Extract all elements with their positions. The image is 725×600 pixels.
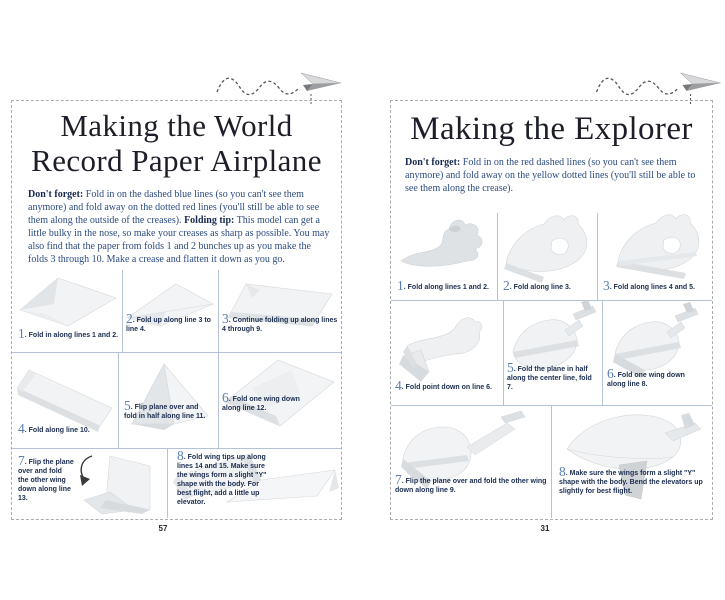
step-cell-1: [391, 211, 497, 300]
page-title: [391, 111, 712, 148]
step-caption: 7. Flip the plane over and fold the other wing down along line 13.: [18, 453, 74, 502]
page-number: 31: [540, 524, 550, 533]
intro-text: Fold in on the dashed blue lines (so you can't see them anymore) and fold away on the dotted red lines (you'll still be able to see them along the outside of the creases).: [28, 189, 320, 226]
step-cell-6: [602, 300, 712, 405]
step-cell-3: [597, 211, 712, 300]
step-label: Fold along line 10.: [28, 427, 90, 434]
step-caption: 8. Make sure the wings form a slight "Y" shape with the body. Bend the elevators up slightly for best flight.: [559, 464, 703, 495]
flight-trail-decor-right: [594, 58, 725, 106]
step-label: Flip the plane over and fold the other wing down along line 9.: [395, 478, 547, 494]
step-label: Fold up along line 3 to line 4.: [126, 317, 211, 333]
step-caption: 4. Fold point down on line 6.: [395, 378, 492, 393]
step-caption: 2. Fold up along line 3 to line 4.: [126, 311, 211, 333]
page-title-line1: Making the World: [60, 108, 293, 143]
step-caption: 3. Continue folding up along lines 4 through 9.: [222, 311, 338, 333]
page-number: 57: [158, 524, 168, 533]
intro-paragraph: [405, 156, 701, 195]
step-cell-8: [551, 405, 712, 518]
step-number: 4: [395, 378, 402, 393]
paper-plane-icon: [301, 73, 341, 91]
step-cell-5: [503, 300, 602, 405]
step-label: Fold along line 3.: [513, 284, 571, 291]
page-title-line1: Making the Explorer: [410, 111, 693, 147]
step-label: Fold the plane in half along the center line, fold 7.: [507, 366, 592, 391]
step-number: 7: [395, 472, 402, 487]
step-caption: 7. Flip the plane over and fold the other wing down along line 9.: [395, 472, 547, 494]
step-number: 5: [124, 398, 131, 413]
step-caption: 8. Fold wing tips up along lines 14 and 15. Make sure the wings form a slight "Y" shape with the body. For best flight, add a little up elevator.: [177, 448, 267, 506]
step-illustration: [602, 211, 710, 287]
paper-plane-trail-icon: [215, 58, 345, 106]
page-title: [12, 108, 341, 178]
step-caption: 1. Fold in along lines 1 and 2.: [18, 326, 119, 341]
step-cell-4: [391, 300, 503, 405]
step-caption: 5. Fold the plane in half along the center line, fold 7.: [507, 360, 592, 391]
step-caption: 3. Fold along lines 4 and 5.: [603, 278, 695, 293]
step-label: Flip plane over and fold in half along line 11.: [124, 404, 206, 420]
step-cell-2: [497, 211, 597, 300]
step-number: 8: [177, 448, 184, 463]
step-cell-7: [12, 448, 167, 518]
step-number: 2: [126, 311, 133, 326]
step-cell-2: [122, 270, 218, 352]
intro-paragraph: [28, 188, 330, 266]
step-number: 5: [507, 360, 514, 375]
step-cell-5: [118, 352, 218, 448]
page-title-line2: Record Paper Airplane: [31, 143, 322, 178]
intro-bold-lead: Folding tip:: [184, 215, 235, 226]
flight-trail-decor-left: [215, 58, 345, 106]
paper-plane-trail-icon: [594, 58, 725, 106]
step-label: Fold one wing down along line 12.: [222, 396, 300, 412]
step-cell-7: [391, 405, 551, 518]
step-number: 8: [559, 464, 566, 479]
step-number: 6: [607, 366, 614, 381]
step-illustration: [16, 272, 120, 328]
step-label: Make sure the wings form a slight "Y" shape with the body. Bend the elevators up slightly for best flight.: [559, 470, 703, 495]
step-label: Fold in along lines 1 and 2.: [28, 332, 119, 339]
step-caption: 6. Fold one wing down along line 8.: [607, 366, 685, 388]
step-label: Fold along lines 1 and 2.: [407, 284, 489, 291]
step-illustration: [120, 354, 216, 434]
step-number: 3: [222, 311, 229, 326]
step-illustration: [72, 448, 166, 516]
step-cell-3: [218, 270, 341, 352]
intro-text: Fold in on the red dashed lines (so you can't see them anymore) and fold away on the yellow dotted lines (you'll still be able to see them along the crease).: [405, 157, 696, 194]
step-number: 3: [603, 278, 610, 293]
step-illustration: [500, 211, 594, 287]
step-caption: 2. Fold along line 3.: [503, 278, 571, 293]
step-illustration: [14, 356, 116, 434]
step-cell-6: [218, 352, 341, 448]
step-label: Fold one wing down along line 8.: [607, 372, 685, 388]
intro-bold-lead: Don't forget:: [405, 157, 461, 168]
step-cell-1: [12, 270, 122, 352]
step-caption: 5. Flip plane over and fold in half along line 11.: [124, 398, 206, 420]
step-caption: 1. Fold along lines 1 and 2.: [397, 278, 489, 293]
step-cell-4: [12, 352, 118, 448]
step-cell-8: [167, 448, 341, 518]
step-number: 4: [18, 421, 25, 436]
step-label: Fold along lines 4 and 5.: [613, 284, 695, 291]
right-page: [390, 100, 713, 520]
step-illustration: [397, 211, 489, 279]
step-label: Fold wing tips up along lines 14 and 15. Make sure the wings form a slight "Y" shape with the body. For best flight, add a little up elevator.: [177, 454, 267, 506]
step-number: 1: [18, 326, 25, 341]
step-number: 2: [503, 278, 510, 293]
step-illustration: [395, 302, 499, 386]
step-caption: 4. Fold along line 10.: [18, 421, 90, 436]
left-page: [11, 100, 342, 520]
step-label: Flip the plane over and fold the other wing down along line 13.: [18, 459, 74, 502]
intro-text: This model can get a little bulky in the nose, so make your creases as sharp as possible. You may also find that the paper from folds 1 and 2 bunches up as you make the folds 3 through 10. Make a crease and flatten it down as you go.: [28, 215, 330, 265]
step-label: Continue folding up along lines 4 through 9.: [222, 317, 338, 333]
paper-plane-icon: [681, 73, 721, 91]
step-number: 6: [222, 390, 229, 405]
intro-bold-lead: Don't forget:: [28, 189, 84, 200]
step-number: 7: [18, 453, 25, 468]
step-caption: 6. Fold one wing down along line 12.: [222, 390, 300, 412]
step-number: 1: [397, 278, 404, 293]
step-label: Fold point down on line 6.: [405, 384, 492, 391]
